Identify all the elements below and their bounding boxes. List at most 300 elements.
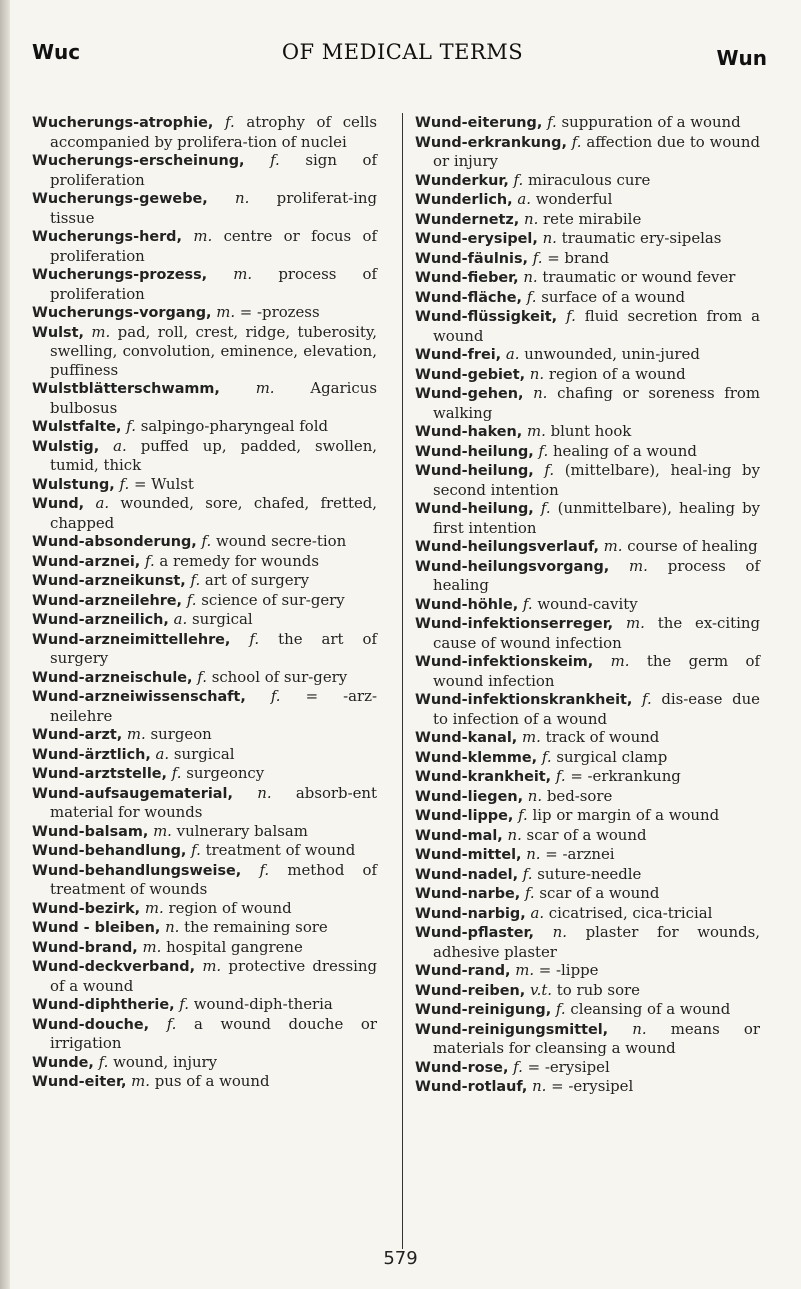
dictionary-entry — [32, 323, 377, 380]
entry-headword: Wund-heilungsvorgang, — [415, 558, 610, 575]
entry-grammar: m. — [144, 898, 164, 917]
entry-headword: Wucherungs-prozess, — [32, 267, 208, 283]
entry-definition: lip or margin of a wound — [532, 806, 720, 824]
entry-grammar: f. — [171, 764, 182, 782]
entry-grammar: a. — [173, 610, 188, 628]
entry-definition: region of a wound — [548, 364, 686, 383]
entry-headword: Wund-haken, — [415, 424, 523, 440]
entry-headword: Wund-gehen, — [415, 386, 524, 402]
entry-headword: Wund-arztstelle, — [32, 766, 167, 782]
entry-definition: unwounded, unin-jured — [524, 345, 700, 363]
dictionary-entry — [32, 841, 377, 861]
entry-grammar: m. — [142, 937, 162, 956]
entry-grammar: m. — [522, 728, 541, 746]
entry-definition: school of sur-gery — [211, 667, 348, 686]
dictionary-entry — [415, 171, 760, 191]
dictionary-entry — [415, 728, 760, 748]
dictionary-entry — [415, 210, 760, 230]
entry-headword: Wund-behandlungsweise, — [32, 862, 242, 879]
dictionary-entry — [32, 1072, 377, 1092]
entry-grammar: f. — [197, 667, 207, 686]
entry-grammar: f. — [544, 461, 555, 479]
dictionary-entry — [415, 229, 760, 249]
entry-grammar: f. — [186, 590, 197, 609]
entry-definition: wounded, sore, chafed, fretted, chapped — [50, 494, 378, 532]
entry-grammar: f. — [144, 551, 155, 570]
entry-grammar: f. — [249, 629, 260, 648]
entry-definition: wound secre-tion — [215, 532, 347, 550]
dictionary-entry — [32, 764, 377, 784]
dictionary-entry — [415, 1000, 760, 1020]
entry-definition: method of treatment of wounds — [50, 860, 377, 898]
dictionary-entry — [32, 475, 377, 495]
entry-grammar: m. — [153, 821, 172, 840]
entry-definition: = -prozess — [239, 303, 320, 321]
entry-headword: Wund-brand, — [32, 939, 138, 956]
entry-headword: Wund-kanal, — [415, 730, 518, 746]
dictionary-entry — [415, 865, 760, 885]
entry-headword: Wunderlich, — [415, 192, 513, 208]
dictionary-entry — [32, 610, 377, 630]
entry-grammar: m. — [526, 422, 546, 440]
entry-definition: the remaining sore — [184, 918, 328, 936]
entry-grammar: m. — [255, 379, 275, 397]
entry-grammar: f. — [555, 767, 566, 785]
entry-grammar: f. — [191, 841, 201, 859]
entry-grammar: f. — [571, 132, 582, 151]
entry-grammar: f. — [126, 417, 136, 435]
entry-grammar: f. — [526, 287, 537, 306]
dictionary-entry — [32, 1053, 377, 1073]
entry-grammar: f. — [555, 1000, 566, 1018]
entry-headword: Wucherungs-erscheinung, — [32, 153, 245, 169]
entry-headword: Wund-flüssigkeit, — [415, 309, 558, 325]
entry-headword: Wund-krankheit, — [415, 769, 552, 785]
entry-definition: process of proliferation — [50, 265, 378, 303]
entry-definition: cicatrised, cica-tricial — [548, 903, 713, 922]
entry-definition: treatment of wound — [205, 841, 356, 859]
entry-headword: Wucherungs-gewebe, — [32, 191, 208, 207]
dictionary-entry — [415, 1077, 760, 1097]
entry-grammar: n. — [526, 845, 541, 863]
dictionary-entry — [415, 806, 760, 826]
dictionary-entry — [415, 557, 760, 595]
entry-grammar: a. — [505, 345, 520, 363]
entry-grammar: n. — [529, 364, 545, 383]
entry-headword: Wund - bleiben, — [32, 920, 161, 936]
entry-headword: Wund-frei, — [415, 347, 502, 363]
entry-definition: = -erysipel — [527, 1057, 610, 1076]
dictionary-entry — [32, 379, 377, 417]
dictionary-entry — [32, 265, 377, 303]
entry-grammar: a. — [517, 190, 531, 208]
entry-grammar: m. — [216, 303, 236, 321]
entry-definition: = -arznei — [545, 845, 615, 863]
entry-definition: = -erysipel — [551, 1077, 634, 1095]
entry-grammar: f. — [532, 248, 543, 267]
entry-grammar: a. — [113, 436, 127, 455]
entry-headword: Wund-diphtherie, — [32, 997, 175, 1013]
entry-headword: Wund-lippe, — [415, 808, 514, 824]
entry-headword: Wund-aufsaugematerial, — [32, 785, 233, 802]
entry-headword: Wund-infektionskrankheit, — [415, 692, 633, 708]
entry-definition: traumatic ery-sipelas — [561, 229, 722, 247]
entry-definition: scar of a wound — [539, 884, 660, 902]
entry-definition: science of sur-gery — [201, 590, 345, 609]
entry-headword: Wund-pflaster, — [415, 925, 534, 941]
entry-grammar: n. — [523, 268, 538, 286]
dictionary-entry — [415, 1020, 760, 1058]
entry-definition: art of surgery — [204, 571, 310, 589]
entry-grammar: m. — [610, 652, 630, 670]
dictionary-entry — [32, 151, 377, 189]
entry-definition: the art of surgery — [50, 629, 378, 667]
entry-headword: Wundernetz, — [415, 211, 520, 228]
entry-grammar: n. — [235, 189, 250, 207]
entry-definition: pad, roll, crest, ridge, tuberosity, swelling, convolution, eminence, elevation, puffiness — [50, 322, 378, 379]
dictionary-entry — [415, 1058, 760, 1078]
entry-definition: bed-sore — [546, 786, 613, 805]
entry-grammar: f. — [540, 499, 551, 517]
left-column — [32, 113, 377, 1092]
entry-grammar: f. — [270, 151, 280, 169]
dictionary-entry — [415, 845, 760, 865]
entry-headword: Wund-erkrankung, — [415, 134, 567, 151]
entry-headword: Wund, — [32, 496, 85, 512]
entry-grammar: m. — [202, 957, 222, 975]
entry-headword: Wulstblätterschwamm, — [32, 381, 220, 397]
right-column — [415, 113, 760, 1097]
entry-headword: Wund-eiterung, — [415, 115, 543, 131]
entry-grammar: f. — [270, 687, 281, 705]
dictionary-entry — [32, 571, 377, 591]
entry-grammar: f. — [179, 995, 190, 1013]
entry-headword: Wund-arzneimittellehre, — [32, 631, 231, 648]
entry-headword: Wund-deckverband, — [32, 959, 196, 975]
entry-headword: Wund-douche, — [32, 1016, 150, 1033]
entry-definition: suture-needle — [537, 864, 642, 883]
dictionary-entry — [415, 268, 760, 288]
entry-definition: sign of proliferation — [50, 151, 377, 189]
entry-grammar: a. — [530, 903, 545, 922]
entry-definition: the ex-citing cause of wound infection — [433, 614, 761, 652]
entry-grammar: f. — [642, 690, 652, 708]
dictionary-entry — [32, 552, 377, 572]
entry-grammar: f. — [190, 571, 201, 589]
entry-definition: surface of a wound — [541, 287, 686, 306]
dictionary-entry — [32, 113, 377, 151]
entry-grammar: n. — [532, 1077, 547, 1095]
entry-definition: = -arz-neilehre — [50, 687, 378, 725]
entry-definition: centre or focus of proliferation — [50, 227, 378, 265]
header-left-guide-word: Wuc — [32, 40, 81, 64]
entry-grammar: m. — [193, 227, 213, 245]
dictionary-entry — [415, 690, 760, 728]
entry-headword: Wunde, — [32, 1054, 94, 1071]
dictionary-entry — [32, 189, 377, 227]
entry-grammar: m. — [626, 614, 645, 632]
entry-headword: Wucherungs-vorgang, — [32, 305, 212, 321]
dictionary-entry — [32, 532, 377, 552]
entry-definition: healing of a wound — [552, 441, 697, 460]
dictionary-entry — [415, 614, 760, 652]
dictionary-entry — [32, 303, 377, 323]
entry-definition: a wound douche or irrigation — [50, 1014, 378, 1052]
entry-definition: puffed up, padded, swollen, tumid, thick — [50, 436, 378, 474]
entry-headword: Wund-balsam, — [32, 823, 149, 840]
entry-definition: surgical — [173, 744, 235, 763]
entry-headword: Wund-bezirk, — [32, 900, 141, 917]
entry-headword: Wund-eiter, — [32, 1074, 127, 1090]
entry-definition: blunt hook — [550, 422, 632, 440]
entry-headword: Wund-liegen, — [415, 788, 524, 805]
entry-headword: Wund-narbe, — [415, 886, 521, 902]
entry-definition: wound-diph-theria — [193, 995, 333, 1013]
entry-grammar: f. — [513, 1057, 523, 1076]
entry-definition: hospital gangrene — [166, 937, 303, 956]
entry-definition: miraculous cure — [527, 170, 651, 189]
entry-headword: Wund-mittel, — [415, 847, 522, 863]
dictionary-entry — [32, 494, 377, 532]
entry-definition: traumatic or wound fever — [542, 268, 736, 286]
dictionary-entry — [32, 784, 377, 822]
entry-headword: Wucherungs-atrophie, — [32, 115, 214, 131]
entry-headword: Wund-nadel, — [415, 866, 519, 883]
dictionary-entry — [32, 938, 377, 958]
entry-headword: Wund-arzneilich, — [32, 612, 169, 628]
entry-headword: Wund-rotlauf, — [415, 1079, 528, 1095]
dictionary-entry — [415, 652, 760, 690]
entry-headword: Wund-narbig, — [415, 905, 526, 922]
entry-definition: pus of a wound — [154, 1072, 270, 1090]
entry-grammar: v.t. — [529, 980, 553, 999]
entry-definition: scar of a wound — [526, 825, 647, 844]
entry-headword: Wund-reinigung, — [415, 1002, 552, 1018]
entry-headword: Wund-heilung, — [415, 463, 534, 479]
entry-definition: (unmittelbare), healing by first intention — [433, 499, 761, 537]
dictionary-entry — [415, 190, 760, 210]
dictionary-entry — [32, 995, 377, 1015]
entry-headword: Wund-absonderung, — [32, 534, 197, 550]
dictionary-entry — [32, 861, 377, 899]
entry-definition: = -lippe — [538, 961, 599, 979]
column-divider — [402, 113, 403, 1249]
entry-grammar: m. — [515, 961, 535, 979]
dictionary-entry — [415, 923, 760, 961]
dictionary-entry — [32, 1015, 377, 1053]
entry-definition: (mittelbare), heal-ing by second intention — [433, 461, 760, 499]
dictionary-entry — [32, 957, 377, 995]
dictionary-entry — [415, 384, 760, 422]
dictionary-entry — [415, 249, 760, 269]
entry-grammar: n. — [542, 229, 557, 247]
entry-headword: Wucherungs-herd, — [32, 229, 182, 245]
dictionary-entry — [415, 826, 760, 846]
entry-definition: cleansing of a wound — [570, 1000, 731, 1018]
dictionary-entry — [32, 630, 377, 668]
page-number: 579 — [383, 1248, 418, 1269]
entry-definition: affection due to wound or injury — [433, 132, 761, 170]
entry-grammar: n. — [533, 384, 548, 402]
page-edge — [0, 0, 10, 1289]
dictionary-entry — [32, 899, 377, 919]
entry-grammar: n. — [165, 918, 180, 936]
dictionary-entry — [415, 422, 760, 442]
entry-headword: Wund-arzneiwissenschaft, — [32, 689, 246, 705]
header-right-guide-word: Wun — [716, 46, 767, 70]
entry-grammar: n. — [632, 1019, 647, 1038]
entry-headword: Wund-fläche, — [415, 289, 523, 306]
entry-definition: protective dressing of a wound — [50, 957, 378, 995]
entry-grammar: n. — [507, 825, 522, 844]
dictionary-entry — [415, 133, 760, 171]
entry-grammar: m. — [629, 556, 648, 575]
entry-grammar: f. — [522, 594, 533, 613]
entry-headword: Wund-gebiet, — [415, 366, 526, 383]
entry-grammar: f. — [518, 806, 528, 824]
entry-definition: suppuration of a wound — [561, 113, 741, 131]
entry-grammar: n. — [257, 783, 272, 802]
dictionary-entry — [415, 461, 760, 499]
dictionary-entry — [415, 537, 760, 557]
entry-definition: a remedy for wounds — [159, 551, 319, 570]
entry-definition: surgical — [191, 610, 253, 628]
entry-grammar: f. — [259, 860, 270, 879]
entry-grammar: n. — [527, 786, 543, 805]
entry-definition: rete mirabile — [543, 209, 642, 228]
dictionary-entry — [32, 227, 377, 265]
dictionary-entry — [415, 442, 760, 462]
entry-definition: fluid secretion from a wound — [433, 307, 761, 345]
entry-headword: Wund-arznei, — [32, 553, 141, 570]
entry-headword: Wund-erysipel, — [415, 231, 538, 247]
dictionary-entry — [415, 113, 760, 133]
entry-grammar: f. — [201, 532, 212, 550]
dictionary-entry — [415, 365, 760, 385]
entry-definition: = brand — [547, 248, 610, 267]
dictionary-entry — [32, 918, 377, 938]
entry-grammar: f. — [98, 1052, 109, 1071]
entry-headword: Wund-mal, — [415, 827, 503, 844]
entry-definition: region of wound — [168, 898, 292, 917]
entry-definition: means or materials for cleansing a wound — [433, 1019, 761, 1057]
entry-headword: Wund-arzt, — [32, 727, 123, 743]
entry-headword: Wund-ärztlich, — [32, 746, 151, 763]
dictionary-entry — [32, 417, 377, 437]
dictionary-entry — [415, 307, 760, 345]
entry-definition: chafing or soreness from walking — [433, 384, 760, 422]
entry-definition: surgical clamp — [556, 747, 668, 766]
entry-grammar: m. — [126, 725, 146, 743]
entry-headword: Wund-arzneikunst, — [32, 573, 186, 589]
entry-grammar: f. — [547, 113, 557, 131]
entry-headword: Wund-arzneilehre, — [32, 592, 183, 609]
entry-headword: Wulstung, — [32, 476, 115, 493]
entry-definition: wonderful — [535, 190, 613, 208]
header-title: OF MEDICAL TERMS — [281, 40, 524, 64]
entry-grammar: m. — [233, 265, 253, 283]
entry-headword: Wund-heilungsverlauf, — [415, 539, 599, 555]
entry-definition: plaster for wounds, adhesive plaster — [433, 923, 761, 961]
dictionary-entry — [415, 981, 760, 1001]
entry-headword: Wund-heilung, — [415, 443, 534, 460]
entry-headword: Wund-rose, — [415, 1059, 509, 1076]
entry-definition: surgeon — [150, 725, 212, 743]
entry-grammar: f. — [541, 747, 552, 766]
entry-grammar: f. — [513, 170, 524, 189]
entry-definition: course of healing — [627, 537, 758, 555]
entry-definition: Agaricus bulbosus — [50, 379, 377, 417]
entry-headword: Wund-rand, — [415, 963, 511, 979]
dictionary-entry — [32, 668, 377, 688]
dictionary-entry — [32, 725, 377, 745]
entry-definition: process of healing — [433, 556, 760, 594]
entry-definition: wound, injury — [113, 1052, 218, 1071]
entry-grammar: m. — [91, 322, 111, 341]
dictionary-entry — [32, 437, 377, 475]
entry-headword: Wunderkur, — [415, 172, 509, 189]
entry-grammar: a. — [95, 494, 110, 512]
entry-definition: the germ of wound infection — [433, 652, 760, 690]
entry-grammar: m. — [603, 537, 623, 555]
entry-headword: Wund-reinigungsmittel, — [415, 1021, 609, 1038]
dictionary-entry — [415, 884, 760, 904]
entry-definition: = -erkrankung — [570, 767, 681, 785]
entry-headword: Wund-fäulnis, — [415, 250, 528, 267]
entry-definition: atrophy of cells accompanied by prolifera-tion of nuclei — [50, 113, 378, 151]
entry-headword: Wund-klemme, — [415, 749, 538, 766]
entry-grammar: f. — [566, 307, 576, 325]
entry-definition: wound-cavity — [537, 594, 638, 613]
entry-definition: surgeoncy — [186, 764, 265, 782]
entry-headword: Wund-heilung, — [415, 501, 534, 517]
entry-definition: to rub sore — [556, 980, 640, 999]
entry-headword: Wund-höhle, — [415, 596, 519, 613]
entry-grammar: f. — [524, 884, 535, 902]
entry-headword: Wulstfalte, — [32, 419, 122, 435]
dictionary-entry — [415, 961, 760, 981]
entry-definition: dis-ease due to infection of a wound — [433, 690, 760, 728]
entry-headword: Wund-infektionskeim, — [415, 654, 594, 670]
entry-headword: Wulstig, — [32, 438, 100, 455]
dictionary-entry — [32, 745, 377, 765]
dictionary-entry — [32, 591, 377, 611]
entry-grammar: f. — [538, 441, 549, 460]
dictionary-entry — [415, 345, 760, 365]
dictionary-entry — [415, 499, 760, 537]
entry-grammar: f. — [119, 474, 130, 493]
entry-grammar: f. — [166, 1014, 177, 1033]
dictionary-entry — [415, 767, 760, 787]
entry-grammar: f. — [522, 864, 533, 883]
dictionary-entry — [32, 822, 377, 842]
entry-headword: Wulst, — [32, 324, 84, 341]
entry-grammar: m. — [131, 1072, 151, 1090]
entry-grammar: n. — [552, 923, 567, 941]
dictionary-entry — [415, 288, 760, 308]
entry-definition: = Wulst — [133, 474, 194, 493]
dictionary-entry — [415, 748, 760, 768]
entry-headword: Wund-fieber, — [415, 270, 519, 286]
entry-definition: absorb-ent material for wounds — [50, 783, 377, 821]
dictionary-entry — [415, 787, 760, 807]
entry-grammar: f. — [225, 113, 235, 131]
entry-grammar: n. — [523, 209, 539, 228]
dictionary-entry — [415, 595, 760, 615]
entry-grammar: a. — [155, 744, 170, 763]
entry-headword: Wund-infektionserreger, — [415, 616, 614, 632]
entry-headword: Wund-reiben, — [415, 982, 526, 999]
